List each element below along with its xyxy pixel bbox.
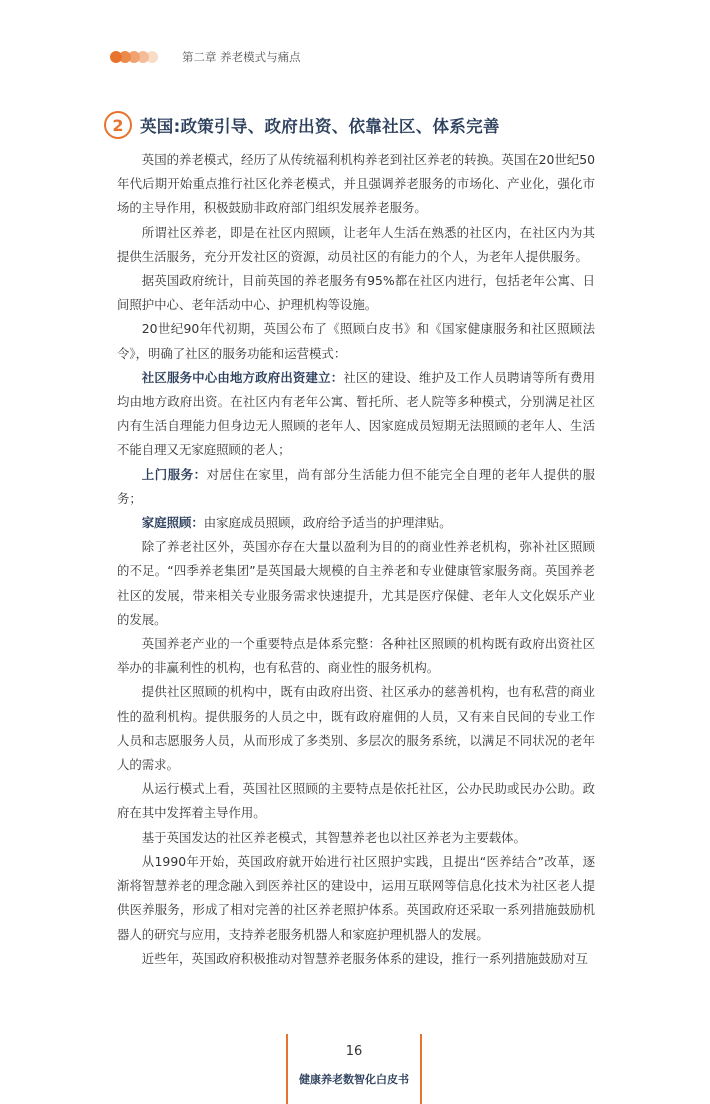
paragraph: 据英国政府统计，目前英国的养老服务有95%都在社区内进行，包括老年公寓、日间照护中心、老年活动中心、护理机构等设施。 xyxy=(117,273,595,313)
section-heading xyxy=(104,111,500,139)
paragraph: 英国的养老模式，经历了从传统福利机构养老到社区养老的转换。英国在20世纪50年代后期开始重点推行社区化养老模式，并且强调养老服务的市场化、产业化，强化市场的主导作用，积极鼓励非政府部门组织发展养老服务。 xyxy=(117,152,595,216)
body-text xyxy=(117,148,595,971)
running-header xyxy=(110,47,301,67)
paragraph: 基于英国发达的社区养老模式，其智慧养老也以社区养老为主要载体。 xyxy=(141,829,526,845)
section-title: 英国:政策引导、政府出资、依靠社区、体系完善 xyxy=(140,117,500,136)
page-footer xyxy=(286,1034,422,1104)
paragraph: 提供社区照顾的机构中，既有由政府出资、社区承办的慈善机构，也有私营的商业性的盈利机构。提供服务的人员之中，既有政府雇佣的人员，又有来自民间的专业工作人员和志愿服务人员，从而形成了多类别、多层次的服务系统，以满足不同状况的老年人的需求。 xyxy=(117,684,595,773)
header-dot xyxy=(110,51,122,63)
paragraph-lead: 社区服务中心由地方政府出资建立： xyxy=(141,369,344,385)
section-number-badge: 2 xyxy=(104,111,132,139)
chapter-title: 第二章 养老模式与痛点 xyxy=(182,50,301,64)
paragraph: 近些年，英国政府积极推动对智慧养老服务体系的建设，推行一系列措施鼓励对互 xyxy=(141,950,588,966)
paragraph: 20世纪90年代初期，英国公布了《照顾白皮书》和《国家健康服务和社区照顾法令》，明确了社区的服务功能和运营模式： xyxy=(117,321,595,361)
paragraph: 英国养老产业的一个重要特点是体系完整：各种社区照顾的机构既有政府出资社区举办的非赢利性的机构，也有私营的、商业性的服务机构。 xyxy=(117,636,595,676)
paragraph-lead: 上门服务： xyxy=(141,466,207,482)
paragraph: 从运行模式上看，英国社区照顾的主要特点是依托社区，公办民助或民办公助。政府在其中发挥着主导作用。 xyxy=(117,781,595,821)
book-title: 健康养老数智化白皮书 xyxy=(299,1073,409,1086)
paragraph: 从1990年开始，英国政府就开始进行社区照护实践，且提出“医养结合”改革，逐渐将智慧养老的理念融入到医养社区的建设中，运用互联网等信息化技术为社区老人提供医养服务，形成了相对完善的社区养老照护体系。英国政府还采取一系列措施鼓励机器人的研究与应用，支持养老服务机器人和家庭护理机器人的发展。 xyxy=(117,853,595,942)
page-number: 16 xyxy=(345,1044,363,1059)
paragraph: 所谓社区养老，即是在社区内照顾，让老年人生活在熟悉的社区内，在社区内为其提供生活服务，充分开发社区的资源，动员社区的有能力的个人，为老年人提供服务。 xyxy=(117,224,595,264)
paragraph: 社区服务中心由地方政府出资建立：社区的建设、维护及工作人员聘请等所有费用均由地方政府出资。在社区内有老年公寓、暂托所、老人院等多种模式，分别满足社区内有生活自理能力但身边无人照顾的老年人、因家庭成员短期无法照顾的老年人、生活不能自理又无家庭照顾的老人； xyxy=(117,369,596,458)
paragraph: 家庭照顾：由家庭成员照顾，政府给予适当的护理津贴。 xyxy=(141,515,452,531)
paragraph-lead: 家庭照顾： xyxy=(141,515,204,531)
paragraph: 除了养老社区外，英国亦存在大量以盈利为目的的商业性养老机构，弥补社区照顾的不足。“四季养老集团”是英国最大规模的自主养老和专业健康管家服务商。英国养老社区的发展，带来相关专业服务需求快速提升，尤其是医疗保健、老年人文化娱乐产业的发展。 xyxy=(117,539,595,627)
decorative-dots-icon xyxy=(110,51,162,63)
paragraph: 上门服务：对居住在家里，尚有部分生活能力但不能完全自理的老年人提供的服务； xyxy=(117,466,596,506)
